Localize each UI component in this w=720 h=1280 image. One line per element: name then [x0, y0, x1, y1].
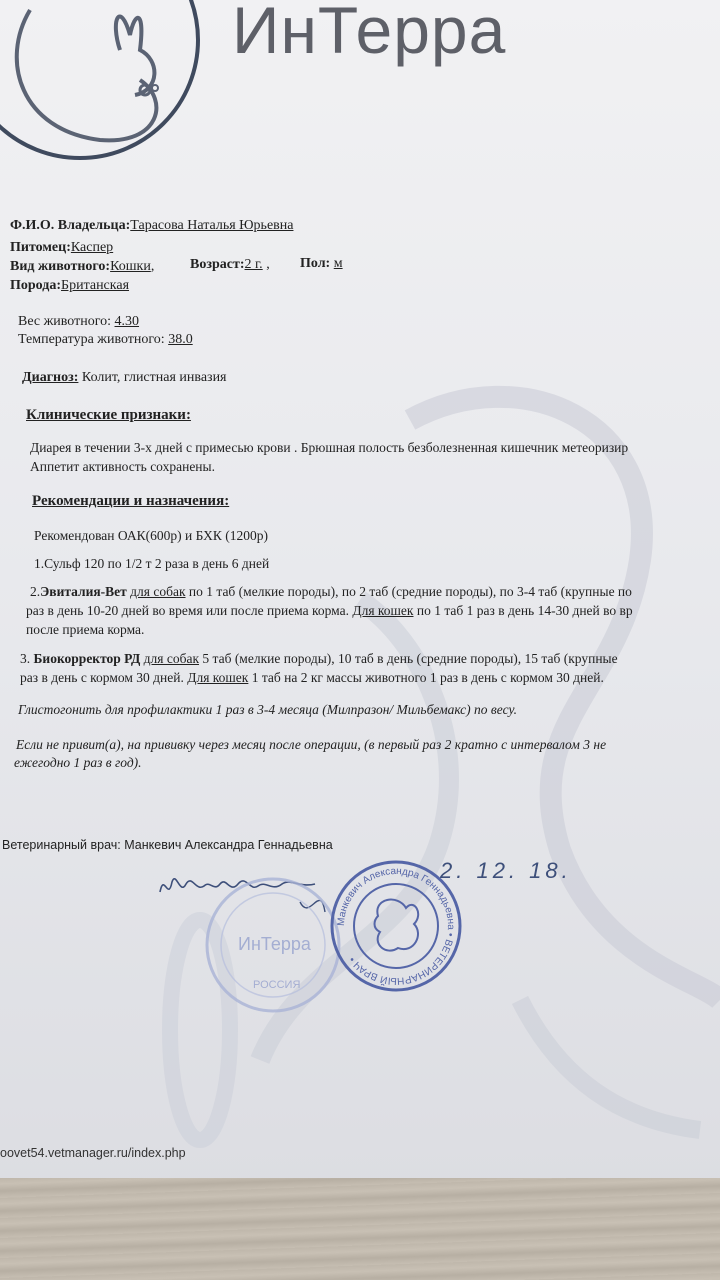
temperature-value: 38.0 — [168, 332, 193, 347]
drug-biocorrector: Биокорректор РД — [33, 651, 141, 666]
temperature-label: Температура животного: — [18, 332, 165, 347]
vet-name: Манкевич Александра Геннадьевна — [124, 838, 333, 852]
vet-stamp — [328, 858, 464, 994]
sex-label: Пол: — [300, 256, 331, 271]
prescription-3-line-2: раз в день с кормом 30 дней. Для кошек 1 таб на 2 кг массы животного 1 раз в день с кормом 30 дней. — [20, 670, 604, 685]
pet-row — [10, 240, 113, 256]
prescription-2-line-3: после приема корма. — [26, 622, 145, 637]
footer-url: oovet54.vetmanager.ru/index.php — [0, 1146, 186, 1160]
age-label: Возраст: — [190, 257, 245, 272]
lab-tests: Рекомендован ОАК(600р) и БХК (1200р) — [34, 528, 268, 543]
breed-value: Британская — [61, 278, 130, 293]
owner-row — [10, 218, 293, 234]
age-value: 2 г. — [244, 257, 263, 272]
clinical-heading: Клинические признаки: — [26, 407, 191, 423]
breed-row — [10, 278, 129, 294]
weight-value: 4.30 — [114, 314, 140, 329]
pet-value: Каспер — [70, 240, 114, 255]
species-label: Вид животного: — [10, 259, 111, 274]
pet-label: Питомец: — [10, 240, 71, 255]
prescription-3-line-1: 3. Биокорректор РД для собак 5 таб (мелкие породы), 10 таб в день (средние породы), 15 таб (крупные — [20, 651, 618, 666]
prescription-1: 1.Сульф 120 по 1/2 т 2 раза в день 6 дней — [34, 556, 270, 571]
brand-name: ИнТерра — [232, 0, 507, 67]
diagnosis-label: Диагноз: — [22, 370, 79, 385]
vet-label: Ветеринарный врач: — [2, 838, 121, 852]
sex-value: м — [333, 256, 343, 271]
clinic-stamp — [198, 870, 348, 1020]
interra-logo-icon — [0, 0, 220, 180]
stamp-country: РОССИЯ — [253, 979, 301, 991]
age-row: Возраст:2 г. , — [190, 257, 270, 272]
vaccination-note-1: Если не привит(а), на прививку через месяц после операции, (в первый раз 2 кратно с интервалом 3 не — [16, 737, 607, 752]
handwritten-date: 2. 12. 18. — [440, 858, 572, 883]
diagnosis-row — [22, 370, 227, 386]
vet-row — [2, 838, 333, 852]
species-row: Вид животного:Кошки, — [10, 259, 155, 274]
breed-label: Порода: — [10, 278, 62, 293]
species-value: Кошки — [110, 259, 151, 274]
table-surface — [0, 1178, 720, 1280]
drug-evitalia: Эвиталия-Вет — [40, 584, 127, 599]
vet-stamp-text: Манкевич Александра Геннадьевна • ВЕТЕРИНАРНЫЙ ВРАЧ • — [335, 865, 457, 987]
owner-label: Ф.И.О. Владельца: — [10, 218, 131, 233]
prescription-2-line-2: раз в день 10-20 дней во время или после приема корма. Для кошек по 1 таб 1 раз в день 14-30 дней во вр — [26, 603, 633, 618]
weight-row — [18, 314, 139, 330]
clinical-line-2: Аппетит активность сохранены. — [30, 459, 215, 474]
temperature-row — [18, 332, 193, 348]
prescription-2-line-1: 2.Эвиталия-Вет для собак по 1 таб (мелкие породы), по 2 таб (средние породы), по 3-4 таб (крупные по — [30, 584, 632, 599]
weight-label: Вес животного: — [18, 314, 112, 329]
deworming-note: Глистогонить для профилактики 1 раз в 3-4 месяца (Милпразон/ Мильбемакс) по весу. — [18, 702, 518, 717]
clinical-line-1: Диарея в течении 3-х дней с примесью крови . Брюшная полость безболезненная кишечник метеоризир — [30, 440, 629, 455]
vaccination-note-2: ежегодно 1 раз в год). — [14, 755, 142, 770]
sex-row — [300, 256, 343, 272]
owner-value: Тарасова Наталья Юрьевна — [130, 218, 294, 233]
recommendations-heading: Рекомендации и назначения: — [32, 493, 230, 509]
diagnosis-value: Колит, глистная инвазия — [81, 370, 227, 385]
stamp-logo-text: ИнТерра — [238, 934, 311, 954]
